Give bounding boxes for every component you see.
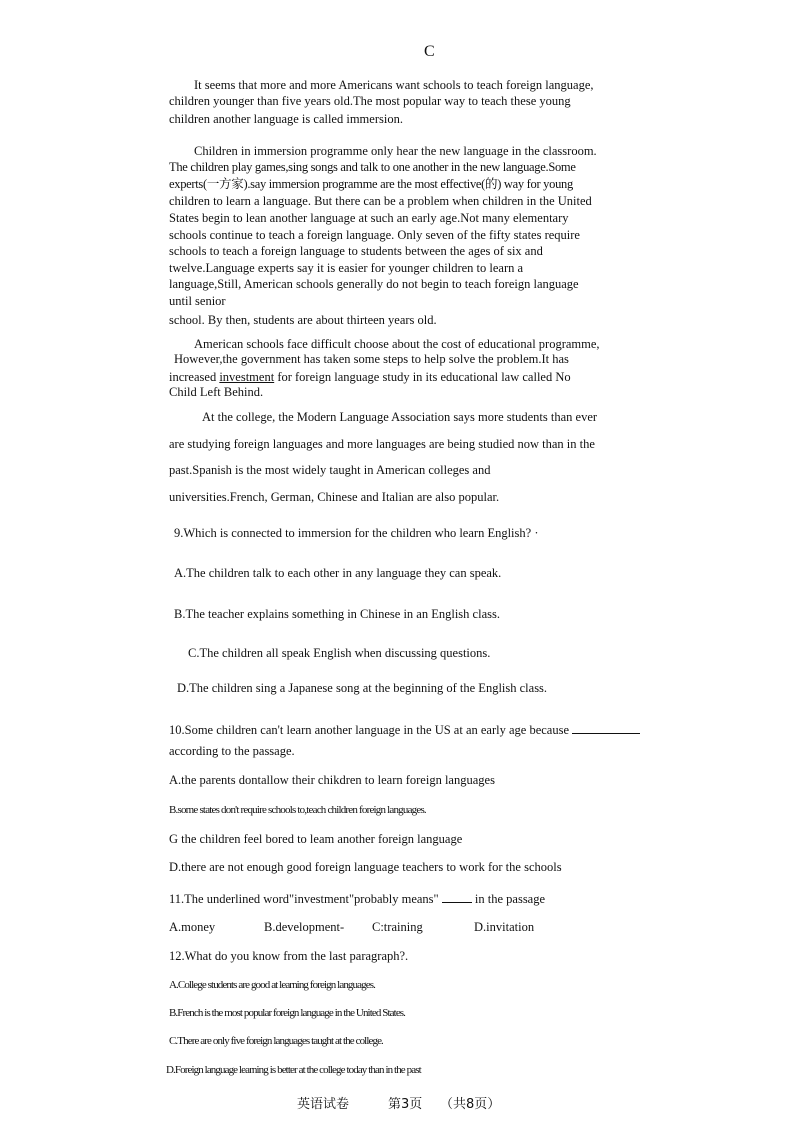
footer-subject: 英语试卷 bbox=[297, 1097, 350, 1112]
p2-line-9: language,Still, American schools generally do not begin to teach foreign language bbox=[169, 277, 579, 291]
q9-stem: 9.Which is connected to immersion for the children who learn English? · bbox=[174, 526, 539, 540]
p3-line-2: However,the government has taken some steps to help solve the problem.It has bbox=[174, 352, 569, 366]
q11-option-d: D.invitation bbox=[474, 920, 535, 934]
p4-line-4: universities.French, German, Chinese and Italian are also popular. bbox=[169, 490, 500, 504]
p2-line-5: States begin to lean another language at such an early age.Not many elementary bbox=[169, 211, 569, 225]
p1-line-3: children another language is called immersion. bbox=[169, 112, 403, 126]
underlined-word-investment: investment bbox=[219, 370, 275, 384]
q9-option-d: D.The children sing a Japanese song at the beginning of the English class. bbox=[177, 681, 548, 695]
p2-line-8: twelve.Language experts say it is easier for younger children to learn a bbox=[169, 261, 524, 275]
p2-line-11: school. By then, students are about thirteen years old. bbox=[169, 313, 437, 327]
p2-line-10: until senior bbox=[169, 294, 226, 308]
p4-line-3: past.Spanish is the most widely taught in American colleges and bbox=[169, 463, 491, 477]
section-letter: C bbox=[424, 43, 435, 60]
p3-line-3-after: for foreign language study in its educational law called No bbox=[274, 370, 571, 384]
q10-option-c: G the children feel bored to leam another foreign language bbox=[169, 832, 463, 846]
p2-line-3: experts(一方家).say immersion programme are the most effective(的) way for young bbox=[169, 177, 573, 191]
q11-option-a: A.money bbox=[169, 920, 216, 934]
q11-stem-after: in the passage bbox=[474, 892, 546, 906]
p4-line-2: are studying foreign languages and more languages are being studied now than in the bbox=[169, 437, 595, 451]
p1-line-2: children younger than five years old.The most popular way to teach these young bbox=[169, 94, 571, 108]
q9-option-b: B.The teacher explains something in Chinese in an English class. bbox=[174, 607, 500, 621]
p2-line-1: Children in immersion programme only hear the new language in the classroom. bbox=[194, 144, 597, 158]
p3-line-3-before: increased bbox=[169, 370, 220, 384]
q10-option-b: B.some states don't require schools to,teach children foreign languages. bbox=[169, 804, 426, 816]
p4-line-1: At the college, the Modern Language Association says more students than ever bbox=[202, 410, 598, 424]
p2-line-2: The children play games,sing songs and talk to one another in the new language.Some bbox=[169, 160, 576, 174]
q10-option-d: D.there are not enough good foreign language teachers to work for the schools bbox=[169, 860, 562, 874]
q9-option-a: A.The children talk to each other in any language they can speak. bbox=[174, 566, 502, 580]
q11-stem-before: 11.The underlined word"investment"probably means" bbox=[169, 892, 439, 906]
q12-option-a: A.College students are good at learning foreign languages. bbox=[169, 979, 375, 991]
p2-line-4: children to learn a language. But there can be a problem when children in the United bbox=[169, 194, 592, 208]
q11-option-b: B.development- bbox=[264, 920, 345, 934]
p2-line-7: schools to teach a foreign language to students between the ages of six and bbox=[169, 244, 543, 258]
q12-option-b: B.French is the most popular foreign language in the United States. bbox=[169, 1007, 406, 1019]
q10-stem-text: 10.Some children can't learn another language in the US at an early age because bbox=[169, 723, 570, 737]
p2-line-6: schools continue to teach a foreign language. Only seven of the fifty states require bbox=[169, 228, 580, 242]
q12-option-d: D.Foreign language learning is better at the college today than in the past bbox=[166, 1064, 421, 1076]
q12-option-c: C.There are only five foreign languages taught at the college. bbox=[169, 1035, 383, 1047]
p3-line-1: American schools face difficult choose about the cost of educational programme, bbox=[194, 337, 600, 351]
footer-total-pages: （共8页） bbox=[440, 1097, 501, 1112]
p3-line-3 bbox=[169, 369, 571, 385]
q10-stem-continued: according to the passage. bbox=[169, 744, 295, 758]
q10-option-a: A.the parents dontallow their chikdren to learn foreign languages bbox=[169, 773, 495, 787]
q11-option-c: C:training bbox=[372, 920, 423, 934]
p1-line-1: It seems that more and more Americans want schools to teach foreign language, bbox=[194, 78, 594, 92]
q11-answer-blank bbox=[442, 890, 472, 903]
q12-stem: 12.What do you know from the last paragraph?. bbox=[169, 949, 409, 963]
q11-stem bbox=[169, 890, 545, 907]
footer-page-number: 第3页 bbox=[388, 1097, 423, 1112]
q10-stem bbox=[169, 721, 640, 738]
q9-option-c: C.The children all speak English when discussing questions. bbox=[188, 646, 491, 660]
p3-line-4: Child Left Behind. bbox=[169, 385, 264, 399]
q10-answer-blank bbox=[572, 721, 640, 734]
